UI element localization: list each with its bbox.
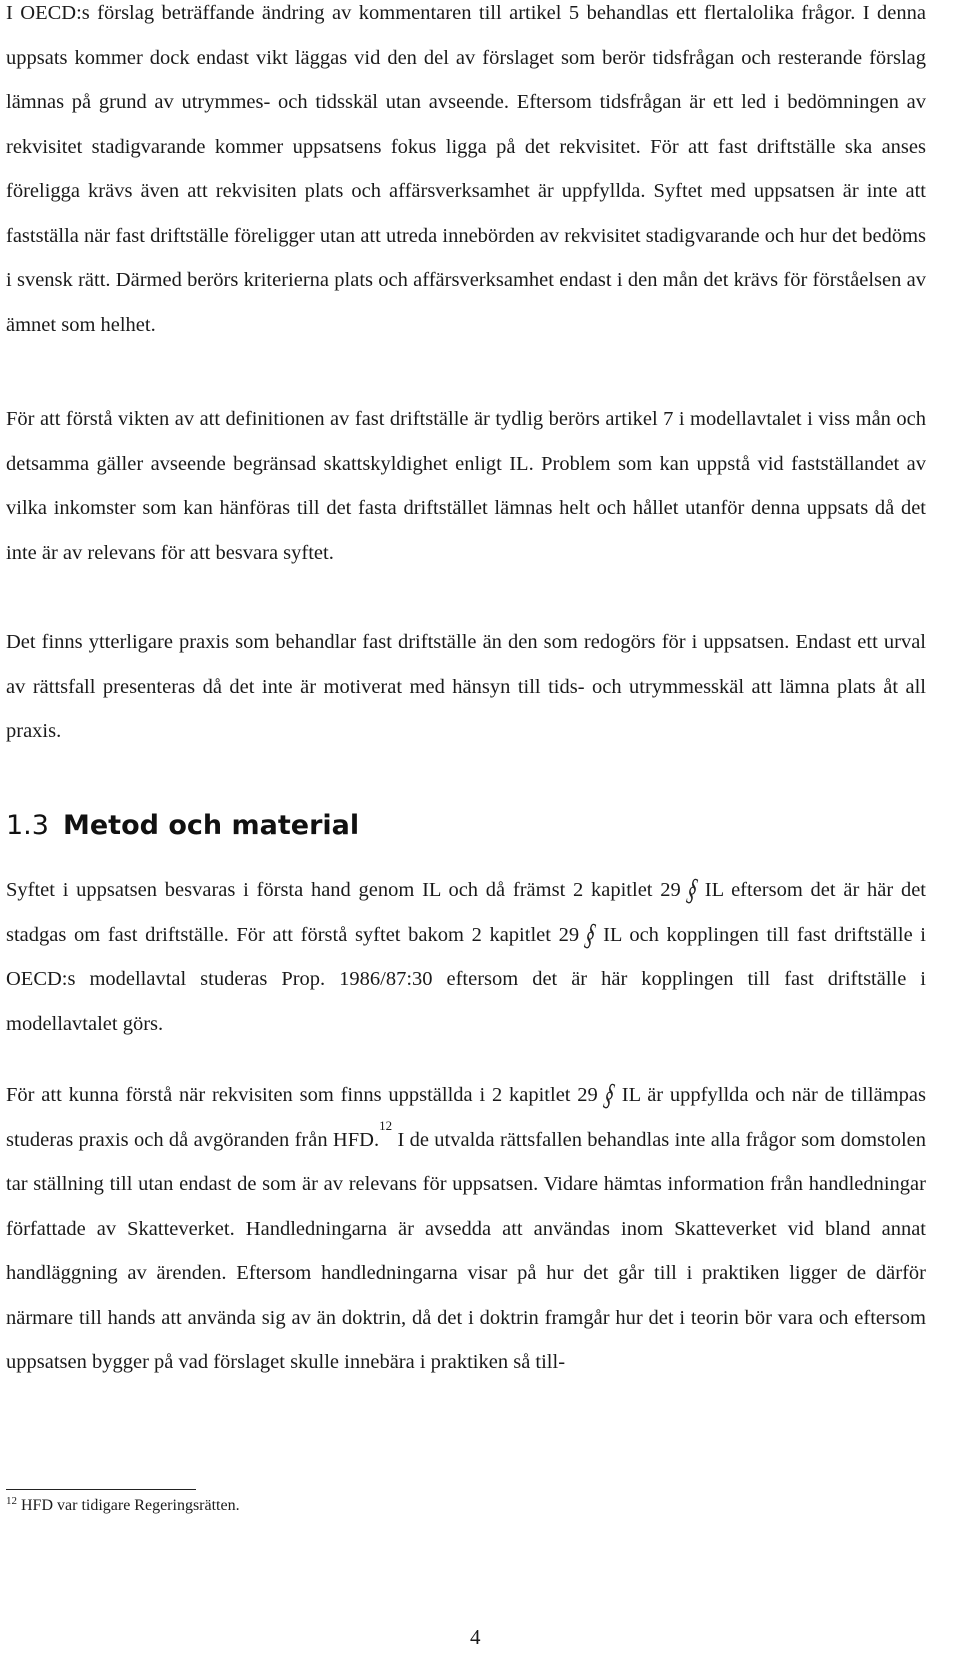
material-text-2: IL är uppfyllda och när de tillämpas studeras praxis och då avgöranden från HFD. — [6, 1084, 926, 1151]
paragraph-method — [6, 868, 926, 1046]
footnote-text: HFD var tidigare Regeringsrätten. — [21, 1497, 240, 1514]
section-number: 1.3 — [6, 810, 49, 841]
section-sign-icon: § — [683, 870, 703, 908]
method-text-2: IL eftersom det är här det stadgas om fast driftställe. För att förstå syftet bakom 2 kapitlet 29 — [6, 879, 926, 946]
section-heading — [6, 809, 359, 843]
method-text-1: Syftet i uppsatsen besvaras i första hand genom IL och då främst 2 kapitlet 29 — [6, 879, 681, 901]
section-sign-icon: § — [581, 915, 601, 952]
method-text-3: IL och kopplingen till fast driftställe i OECD:s modellavtal studeras Prop. 1986/87:30 eftersom det är här kopplingen till fast driftställe i modellavtalet görs. — [6, 923, 926, 1035]
footnote — [6, 1496, 240, 1516]
footnote-divider — [6, 1489, 196, 1490]
paragraph-material — [6, 1073, 926, 1385]
footnote-reference[interactable]: 12 — [379, 1117, 393, 1133]
section-sign-icon: § — [600, 1075, 620, 1113]
paragraph-scope: I OECD:s förslag beträffande ändring av kommentaren till artikel 5 behandlas ett flertalolika frågor. I denna uppsats kommer dock endast vikt läggas vid den del av förslaget som berör tidsfrågan och resterande förslag lämnas på grund av utrymmes- och tidsskäl utan avseende. Eftersom tidsfrågan är ett led i bedömningen av rekvisitet stadigvarande kommer uppsatsens fokus ligga på det rekvisitet. För att fast driftställe ska anses föreligga krävs även att rekvisiten plats och affärsverksamhet är uppfyllda. Syftet med uppsatsen är inte att fastställa när fast driftställe föreligger utan att utreda innebörden av rekvisitet stadigvarande och hur det bedöms i svensk rätt. Därmed berörs kriterierna plats och affärsverksamhet endast i den mån det krävs för förståelsen av ämnet som helhet. — [6, 2, 926, 336]
section-title: Metod och material — [63, 810, 360, 841]
footnote-number: 12 — [6, 1495, 17, 1507]
paragraph-case-law: Det finns ytterligare praxis som behandlar fast driftställe än den som redogörs för i uppsatsen. Endast ett urval av rättsfall presenteras då det inte är motiverat med hänsyn till tids- och utrymmesskäl att lämna plats åt all praxis. — [6, 631, 926, 742]
material-text-3: I de utvalda rättsfallen behandlas inte alla frågor som domstolen tar ställning till utan endast de som är av relevans för uppsatsen. Vidare hämtas information från handledningar författade av Skatteverket. Handledningarna är avsedda att användas inom Skatteverket vid bland annat handläggning av ärenden. Eftersom handledningarna visar på hur det går till i praktiken ligger de därför närmare till hands att använda sig av än doktrin, då det i doktrin framgår hur det i teorin bör vara och eftersom uppsatsen bygger på vad förslaget skulle innebära i praktiken så till- — [6, 1128, 927, 1373]
material-text-1: För att kunna förstå när rekvisiten som finns uppställda i 2 kapitlet 29 — [6, 1084, 598, 1106]
page-number: 4 — [470, 1625, 481, 1649]
paragraph-article-7: För att förstå vikten av att definitionen av fast driftställe är tydlig berörs artikel 7 i modellavtalet i viss mån och detsamma gäller avseende begränsad skattskyldighet enligt IL. Problem som kan uppstå vid fastställandet av vilka inkomster som kan hänföras till det fasta driftstället lämnas helt och hållet utanför denna uppsats då det inte är av relevans för att besvara syftet. — [6, 408, 926, 564]
